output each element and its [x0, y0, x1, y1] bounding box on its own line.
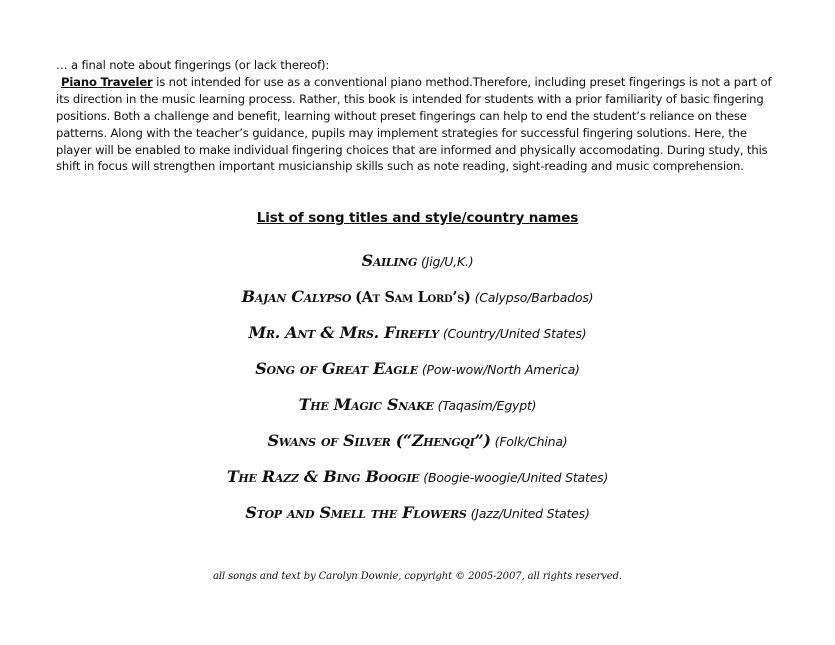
song-item	[0, 502, 835, 538]
song-style: (Taqasim/Egypt)	[437, 398, 537, 413]
song-style: (Jazz/United States)	[470, 506, 590, 521]
song-style: (Country/United States)	[442, 326, 587, 341]
song-item	[0, 286, 835, 322]
song-title: The Razz & Bing Boogie	[226, 467, 420, 486]
song-style: (Jig/U,K.)	[421, 254, 474, 269]
song-item	[0, 358, 835, 394]
book-title: Piano Traveler	[61, 74, 153, 89]
list-heading: List of song titles and style/country names	[256, 210, 579, 226]
song-style: (Boogie-woogie/United States)	[423, 470, 609, 485]
copyright-notice: all songs and text by Carolyn Downie, copyright © 2005-2007, all rights reserved.	[213, 571, 622, 582]
intro-heading: … a final note about fingerings (or lack thereof):	[56, 58, 330, 72]
song-style: (Folk/China)	[494, 434, 568, 449]
song-list	[0, 250, 835, 538]
song-style: (Calypso/Barbados)	[474, 290, 594, 305]
song-subtitle: (At Sam Lord’s)	[355, 289, 471, 306]
intro-body	[56, 74, 778, 175]
intro-body-text: is not intended for use as a conventional piano method.Therefore, including preset fingerings is not a part of its direction in the music learning process. Rather, this book is intended for students with a prior familiarity of basic fingering positions. Both a challenge and benefit, learning without preset fingerings can help to end the student’s reliance on these patterns. Along with the teacher’s guidance, pupils may implement strategies for successful fingering solutions. Here, the player will be enabled to make individual fingering choices that are informed and physically accomodating. During study, this shift in focus will strengthen important musicianship skills such as note reading, sight-reading and music comprehension.	[56, 74, 772, 174]
song-title: Sailing	[361, 251, 418, 270]
song-style: (Pow-wow/North America)	[421, 362, 580, 377]
song-title: Song of Great Eagle	[255, 359, 418, 378]
song-title: Stop and Smell the Flowers	[245, 503, 467, 522]
song-title: Bajan Calypso	[241, 287, 352, 306]
intro-note	[56, 57, 778, 175]
song-item	[0, 322, 835, 358]
song-item	[0, 394, 835, 430]
song-item	[0, 466, 835, 502]
song-title: The Magic Snake	[298, 395, 434, 414]
song-item	[0, 250, 835, 286]
song-item	[0, 430, 835, 466]
song-title: Mr. Ant & Mrs. Firefly	[248, 323, 439, 342]
song-title: Swans of Silver (“Zhengqi”)	[267, 431, 491, 450]
